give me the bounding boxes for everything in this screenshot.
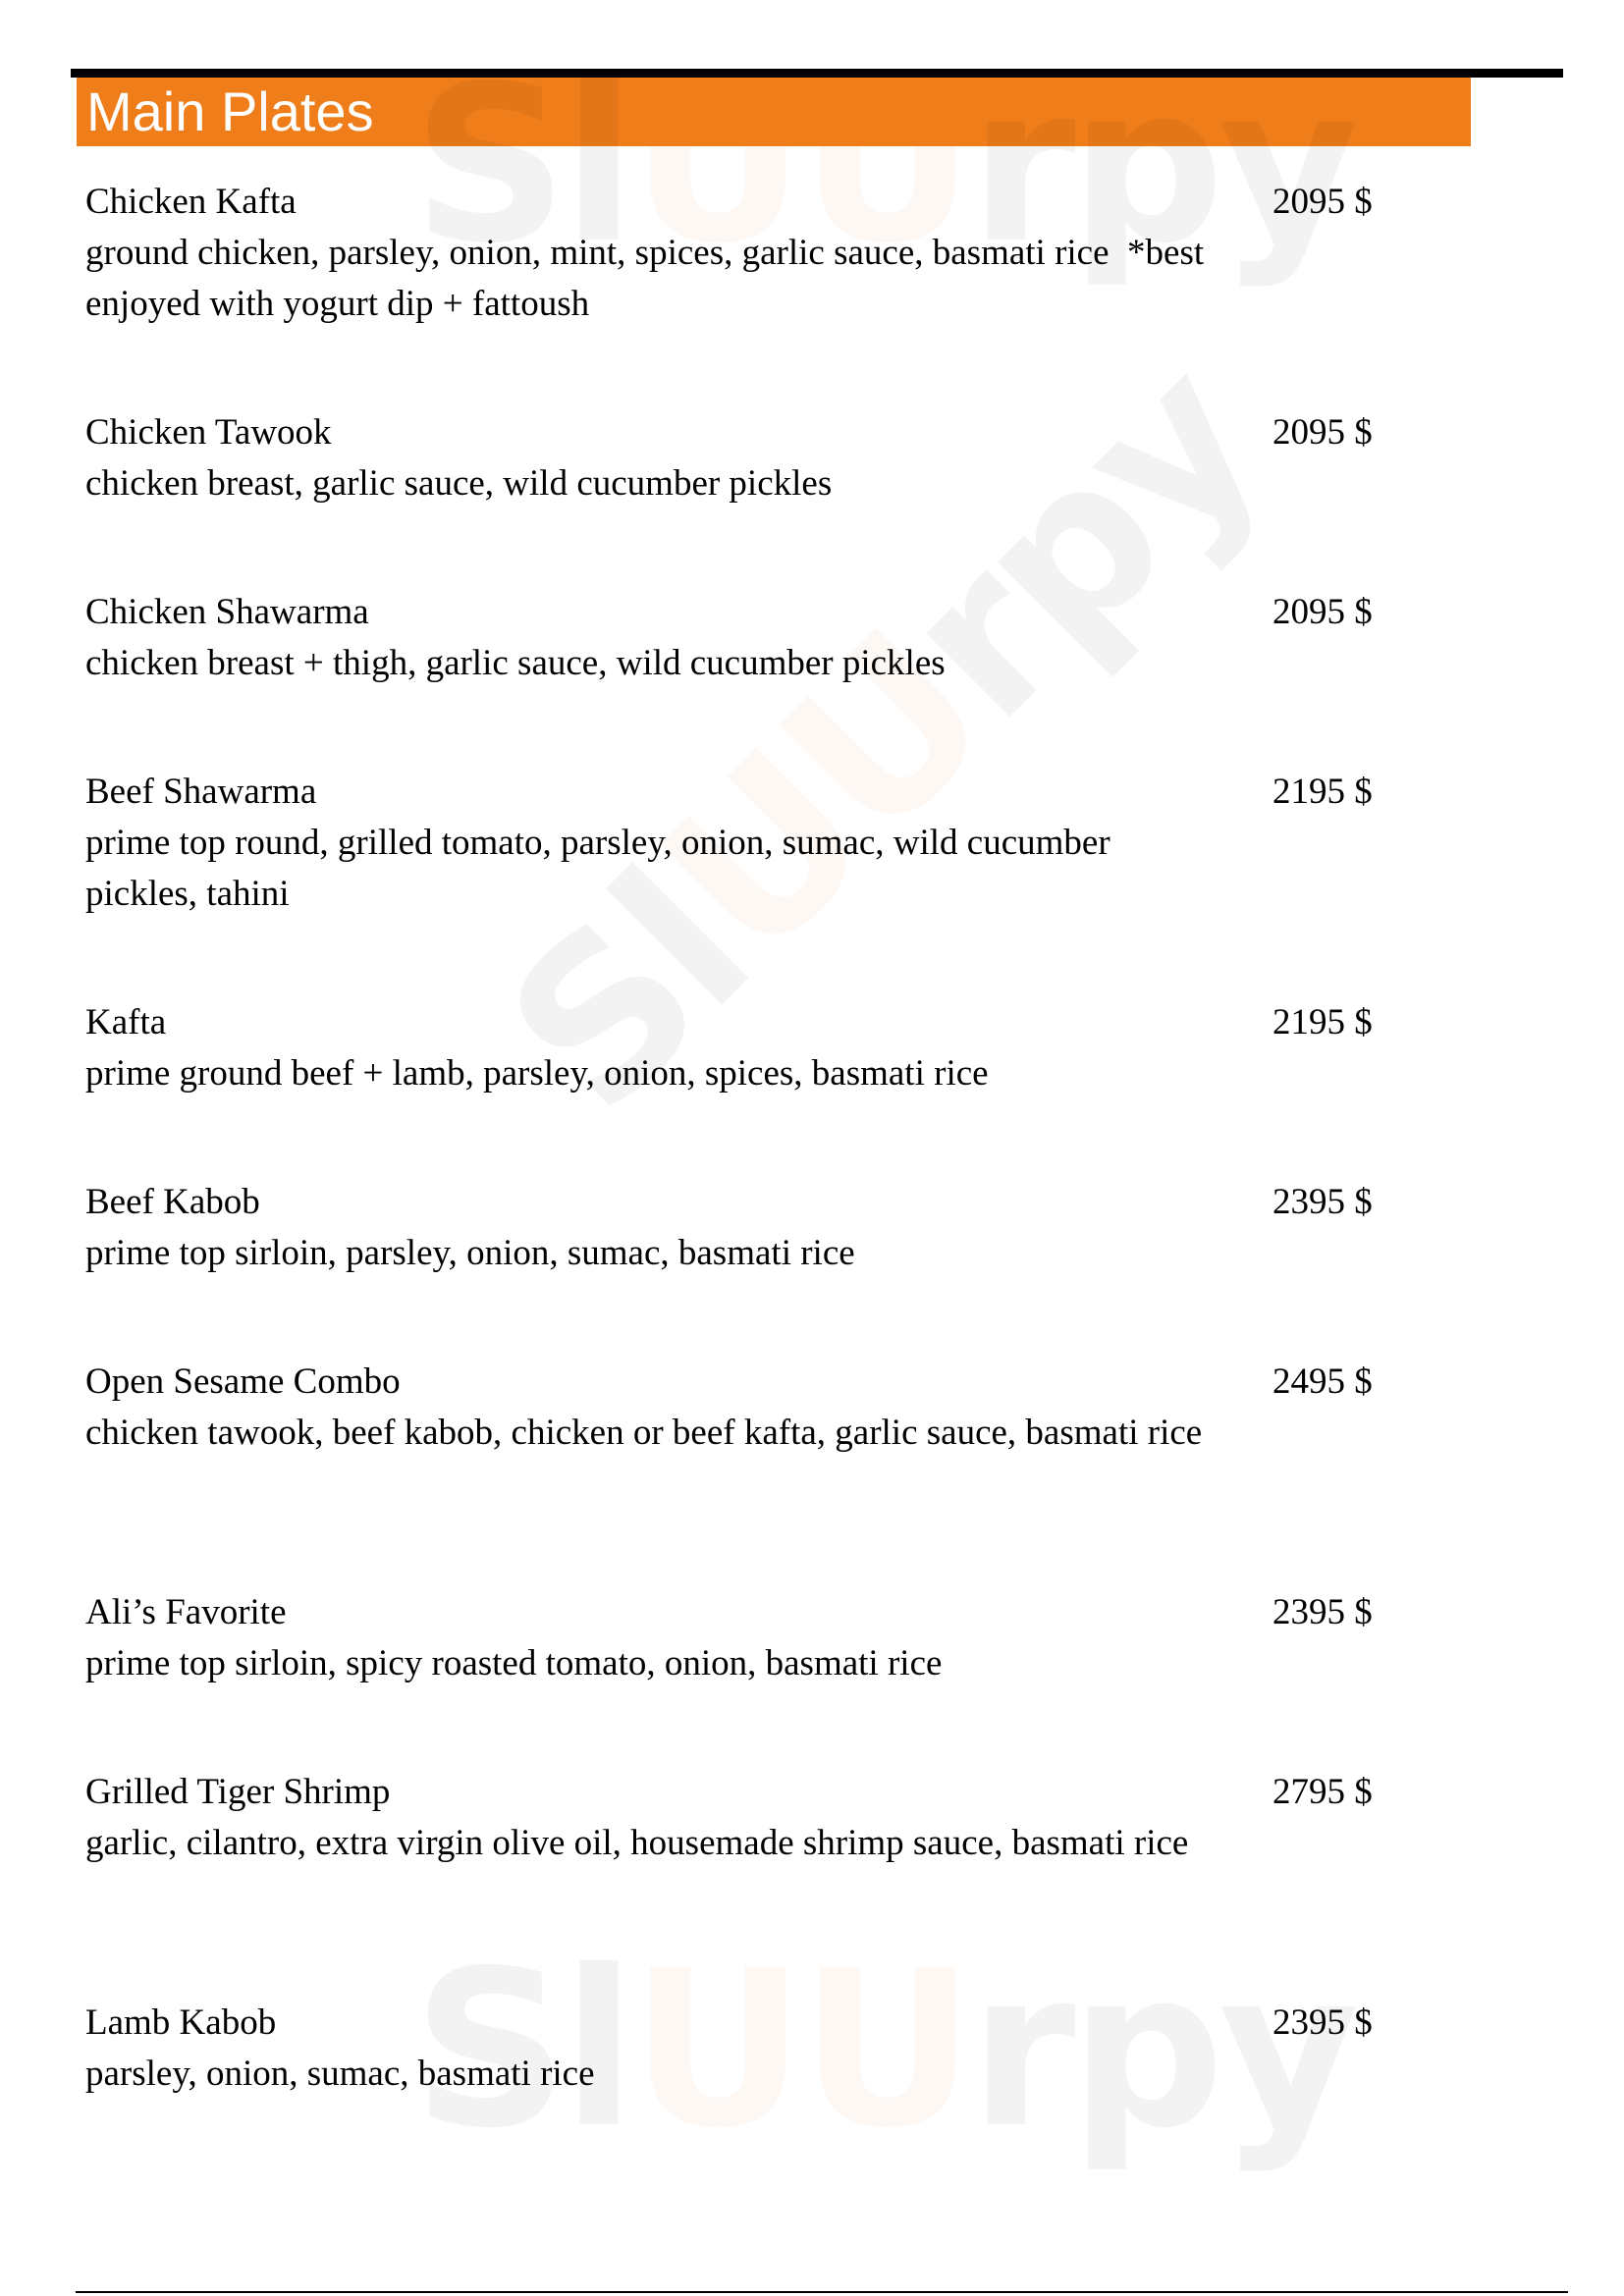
item-description: parsley, onion, sumac, basmati rice (85, 2054, 595, 2094)
item-price: 2195 $ (1272, 772, 1373, 812)
menu-item (85, 407, 1401, 509)
item-name: Beef Kabob (85, 1182, 260, 1222)
section-title: Main Plates (86, 80, 374, 142)
item-price: 2095 $ (1272, 182, 1373, 222)
item-name: Open Sesame Combo (85, 1362, 401, 1402)
item-description: garlic, cilantro, extra virgin olive oil, housemade shrimp sauce, basmati rice (85, 1823, 1189, 1863)
item-price: 2195 $ (1272, 1002, 1373, 1042)
item-name: Beef Shawarma (85, 772, 317, 812)
item-name: Grilled Tiger Shrimp (85, 1772, 391, 1812)
item-description: prime top sirloin, spicy roasted tomato, onion, basmati rice (85, 1643, 943, 1683)
item-description: prime top round, grilled tomato, parsley, onion, sumac, wild cucumber pickles, tahini (85, 823, 1119, 914)
menu-item (85, 997, 1401, 1099)
item-description: chicken tawook, beef kabob, chicken or beef kafta, garlic sauce, basmati rice (85, 1413, 1203, 1453)
bottom-rule (76, 2291, 1568, 2293)
item-price: 2095 $ (1272, 412, 1373, 453)
item-name: Chicken Shawarma (85, 592, 369, 632)
menu-item (85, 767, 1401, 920)
item-price: 2395 $ (1272, 1592, 1373, 1632)
item-price: 2395 $ (1272, 1182, 1373, 1222)
item-price: 2095 $ (1272, 592, 1373, 632)
item-name: Chicken Kafta (85, 182, 297, 222)
item-description: ground chicken, parsley, onion, mint, spices, garlic sauce, basmati rice *best enjoyed with yogurt dip + fattoush (85, 233, 1214, 324)
item-description: chicken breast + thigh, garlic sauce, wild cucumber pickles (85, 643, 946, 683)
menu-item (85, 1767, 1401, 1869)
item-name: Ali’s Favorite (85, 1592, 287, 1632)
item-name: Kafta (85, 1002, 167, 1042)
menu-item (85, 587, 1401, 689)
menu-item (85, 1177, 1401, 1279)
item-description: chicken breast, garlic sauce, wild cucumber pickles (85, 463, 833, 504)
menu-item (85, 1587, 1401, 1689)
item-price: 2795 $ (1272, 1772, 1373, 1812)
item-name: Lamb Kabob (85, 2002, 277, 2043)
item-description: prime ground beef + lamb, parsley, onion, spices, basmati rice (85, 1053, 989, 1094)
item-description: prime top sirloin, parsley, onion, sumac, basmati rice (85, 1233, 855, 1273)
item-name: Chicken Tawook (85, 412, 332, 453)
item-price: 2395 $ (1272, 2002, 1373, 2043)
menu-item (85, 177, 1401, 330)
menu-item (85, 1998, 1401, 2100)
item-price: 2495 $ (1272, 1362, 1373, 1402)
menu-item (85, 1357, 1401, 1459)
